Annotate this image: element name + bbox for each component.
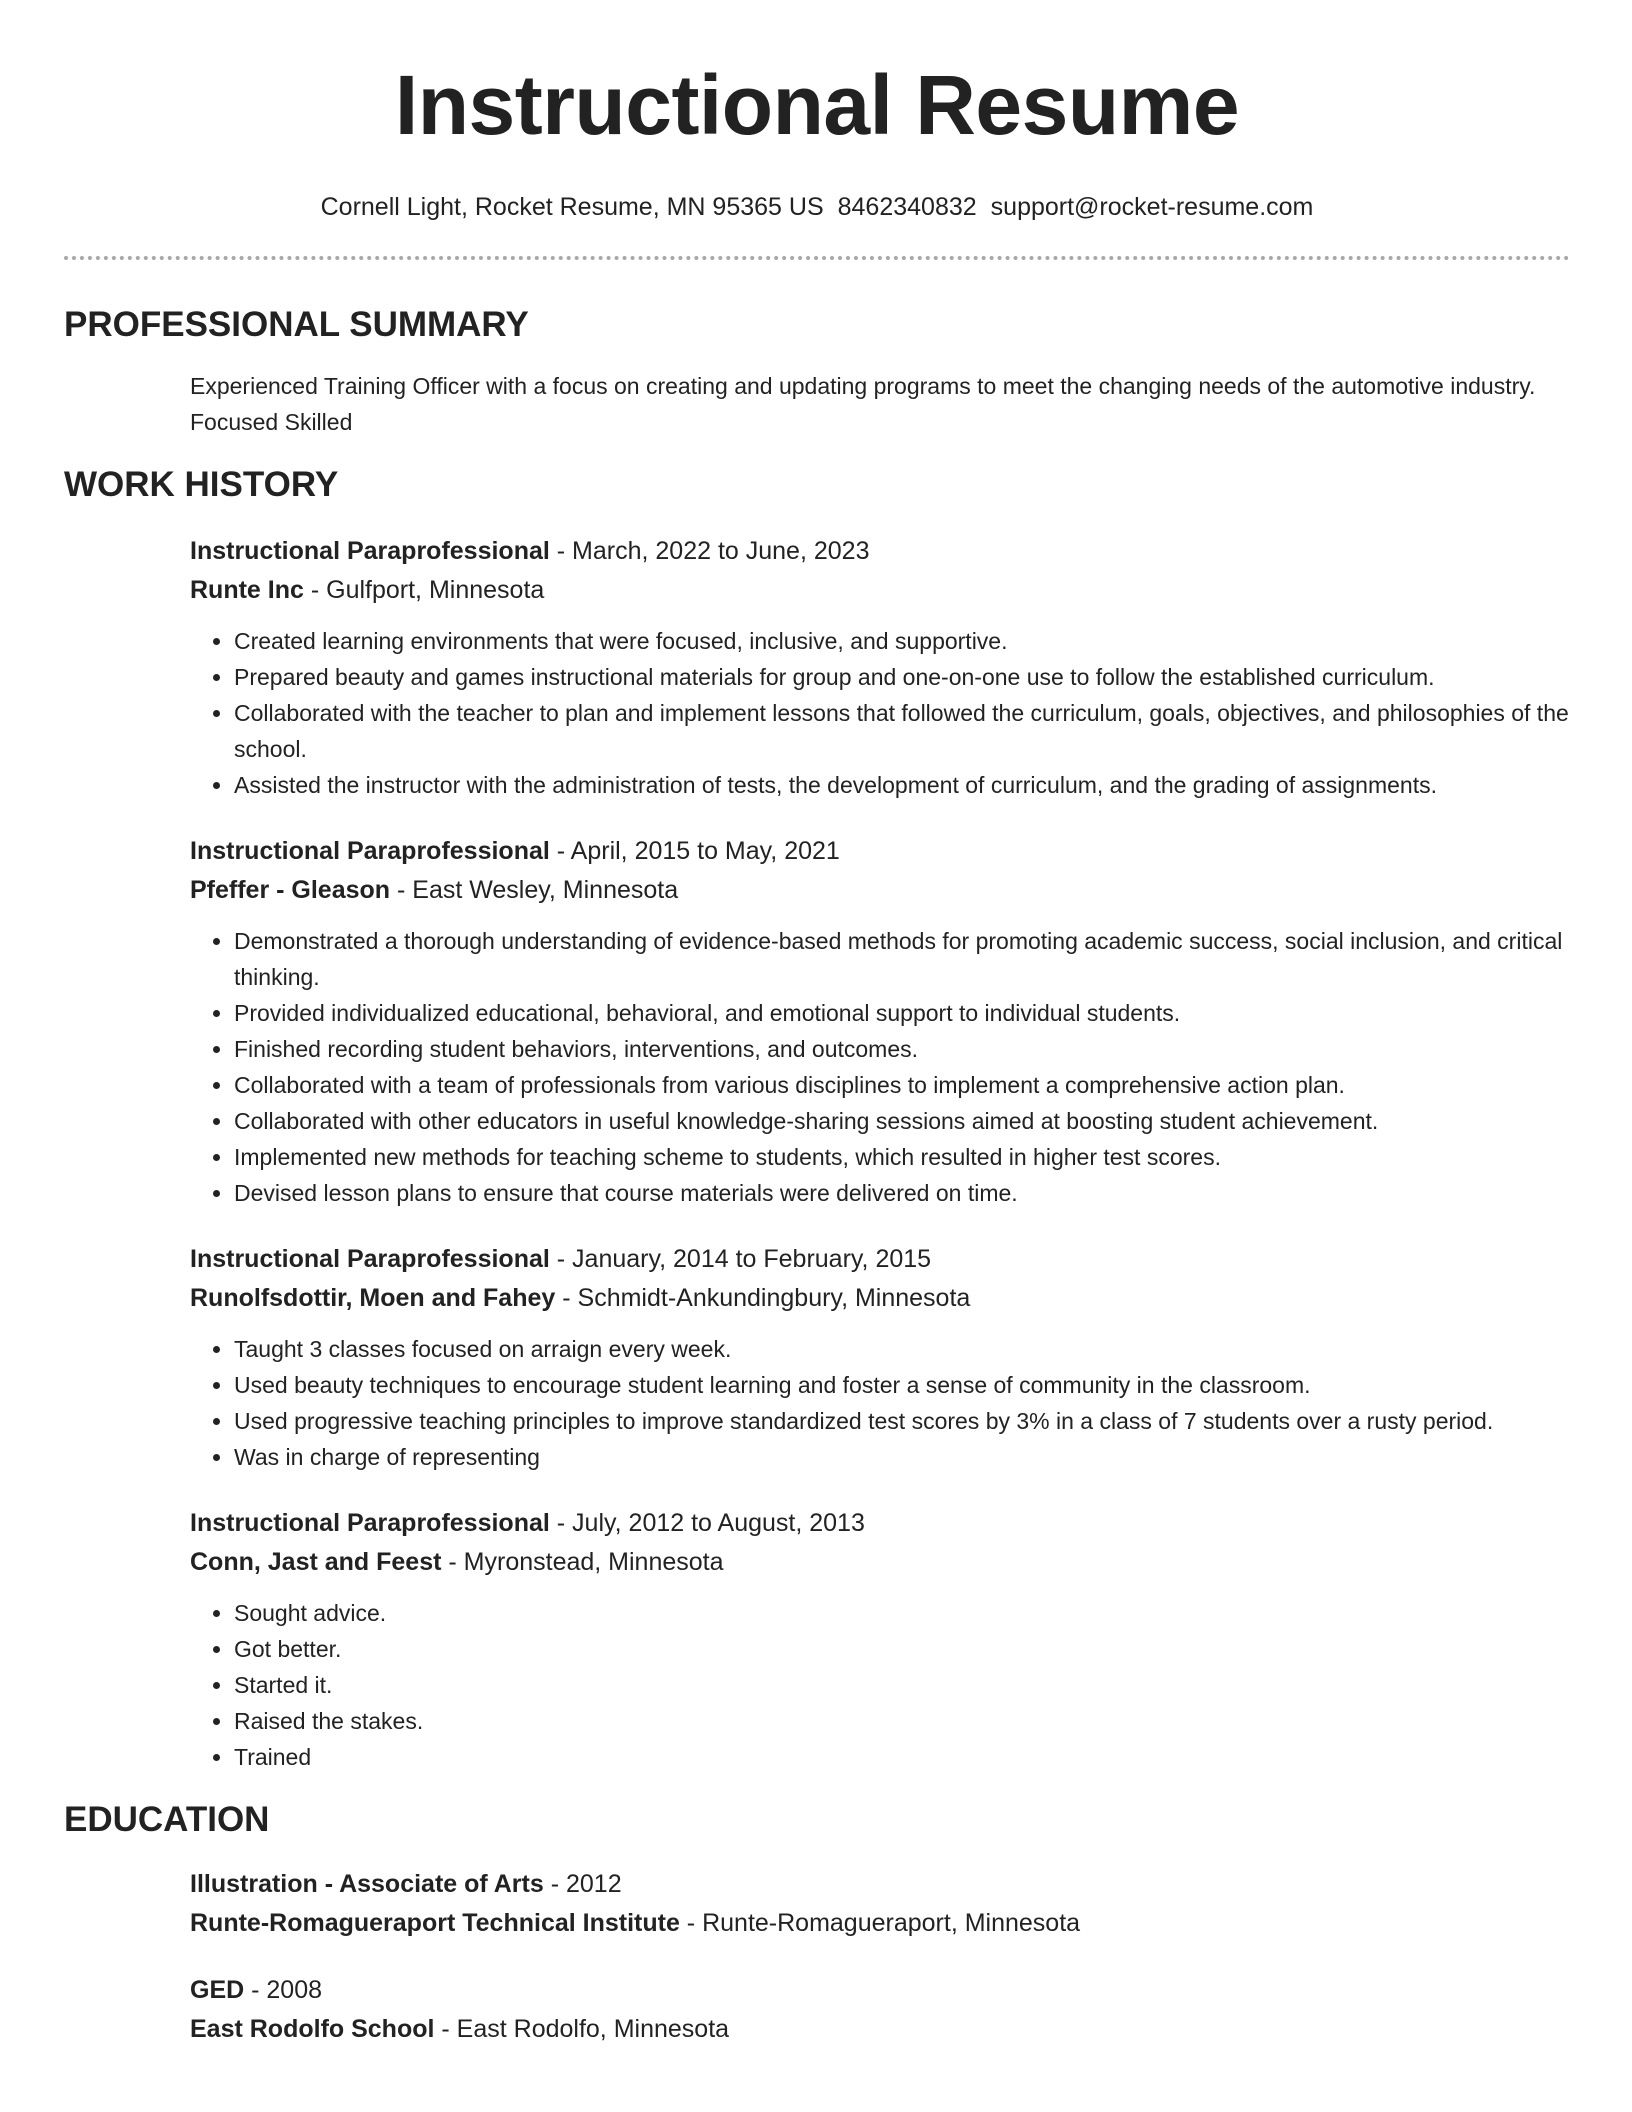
job-title-line (190, 1240, 1570, 1279)
job-position: Instructional Paraprofessional (190, 537, 550, 565)
job-bullet: • Used beauty techniques to encourage student learning and foster a sense of community in the classroom. (234, 1367, 1570, 1403)
education-degree: Illustration - Associate of Arts (190, 1870, 544, 1898)
education-location: - East Rodolfo, Minnesota (434, 2015, 730, 2043)
job-bullet: • Got better. (234, 1631, 1570, 1667)
job-company: Conn, Jast and Feest (190, 1548, 442, 1576)
contact-phone: 8462340832 (837, 193, 977, 221)
job-position: Instructional Paraprofessional (190, 837, 550, 865)
job-bullet: • Raised the stakes. (234, 1703, 1570, 1739)
education-degree-line (190, 1971, 1570, 2010)
job-entry-2 (190, 832, 1570, 1211)
job-bullet: • Collaborated with other educators in useful knowledge-sharing sessions aimed at boosting student achievement. (234, 1103, 1570, 1139)
job-bullet: • Started it. (234, 1667, 1570, 1703)
job-title-line (190, 832, 1570, 871)
header-divider (64, 256, 1570, 260)
education-school: Runte-Romagueraport Technical Institute (190, 1909, 680, 1937)
section-title-summary: PROFESSIONAL SUMMARY (64, 305, 529, 344)
section-title-work-history: WORK HISTORY (64, 465, 339, 504)
job-bullet: • Created learning environments that were focused, inclusive, and supportive. (234, 623, 1570, 659)
job-position: Instructional Paraprofessional (190, 1509, 550, 1537)
resume-name: Instructional Resume (394, 58, 1240, 152)
job-company: Runte Inc (190, 576, 304, 604)
job-bullet: • Collaborated with the teacher to plan and implement lessons that followed the curriculum, goals, objectives, and philosophies of the school. (234, 695, 1570, 767)
job-bullet: • Assisted the instructor with the administration of tests, the development of curriculum, and the grading of assignments. (234, 767, 1570, 803)
education-entry-2 (190, 1971, 1570, 2049)
job-bullets (190, 623, 1570, 803)
contact-email: support@rocket-resume.com (990, 193, 1314, 221)
job-dates: - January, 2014 to February, 2015 (549, 1245, 932, 1273)
job-position: Instructional Paraprofessional (190, 1245, 550, 1273)
section-title-education: EDUCATION (64, 1800, 270, 1839)
job-title-line (190, 532, 1570, 571)
job-company-line (190, 871, 1570, 910)
job-location: - East Wesley, Minnesota (390, 876, 679, 904)
job-bullet: • Sought advice. (234, 1595, 1570, 1631)
education-entry-1 (190, 1865, 1570, 1943)
job-dates: - March, 2022 to June, 2023 (549, 537, 870, 565)
job-dates: - April, 2015 to May, 2021 (549, 837, 840, 865)
contact-address: Cornell Light, Rocket Resume, MN 95365 US (320, 193, 824, 221)
job-bullet: • Implemented new methods for teaching scheme to students, which resulted in higher test scores. (234, 1139, 1570, 1175)
job-bullet: • Taught 3 classes focused on arraign every week. (234, 1331, 1570, 1367)
job-company-line (190, 1543, 1570, 1582)
contact-line (64, 192, 1570, 222)
job-entry-4 (190, 1504, 1570, 1775)
job-bullet: • Collaborated with a team of professionals from various disciplines to implement a comprehensive action plan. (234, 1067, 1570, 1103)
job-location: - Schmidt-Ankundingbury, Minnesota (555, 1284, 971, 1312)
job-bullet: • Used progressive teaching principles to improve standardized test scores by 3% in a class of 7 students over a rusty period. (234, 1403, 1570, 1439)
job-bullets (190, 1595, 1570, 1775)
job-entry-3 (190, 1240, 1570, 1475)
summary-text: Experienced Training Officer with a focus on creating and updating programs to meet the changing needs of the automotive industry. Focused Skilled (190, 373, 1536, 435)
education-location: - Runte-Romagueraport, Minnesota (679, 1909, 1081, 1937)
education-year: - 2012 (543, 1870, 622, 1898)
job-bullet: • Was in charge of representing (234, 1439, 1570, 1475)
education-school: East Rodolfo School (190, 2015, 435, 2043)
education-school-line (190, 1904, 1570, 1943)
job-location: - Myronstead, Minnesota (441, 1548, 724, 1576)
job-entry-1 (190, 532, 1570, 803)
job-bullet: • Devised lesson plans to ensure that course materials were delivered on time. (234, 1175, 1570, 1211)
job-bullets (190, 923, 1570, 1211)
job-bullets (190, 1331, 1570, 1475)
education-degree-line (190, 1865, 1570, 1904)
job-bullet: • Finished recording student behaviors, interventions, and outcomes. (234, 1031, 1570, 1067)
job-company: Pfeffer - Gleason (190, 876, 391, 904)
job-bullet: • Demonstrated a thorough understanding of evidence-based methods for promoting academic success, social inclusion, and critical thinking. (234, 923, 1570, 995)
job-company: Runolfsdottir, Moen and Fahey (190, 1284, 556, 1312)
job-dates: - July, 2012 to August, 2013 (549, 1509, 865, 1537)
education-year: - 2008 (244, 1976, 323, 2004)
education-degree: GED (190, 1976, 245, 2004)
job-bullet: • Provided individualized educational, behavioral, and emotional support to individual students. (234, 995, 1570, 1031)
job-location: - Gulfport, Minnesota (303, 576, 545, 604)
job-company-line (190, 571, 1570, 610)
education-school-line (190, 2010, 1570, 2049)
job-bullet: • Trained (234, 1739, 1570, 1775)
job-bullet: • Prepared beauty and games instructional materials for group and one-on-one use to follow the established curriculum. (234, 659, 1570, 695)
job-title-line (190, 1504, 1570, 1543)
resume-page (64, 0, 1570, 2049)
job-company-line (190, 1279, 1570, 1318)
